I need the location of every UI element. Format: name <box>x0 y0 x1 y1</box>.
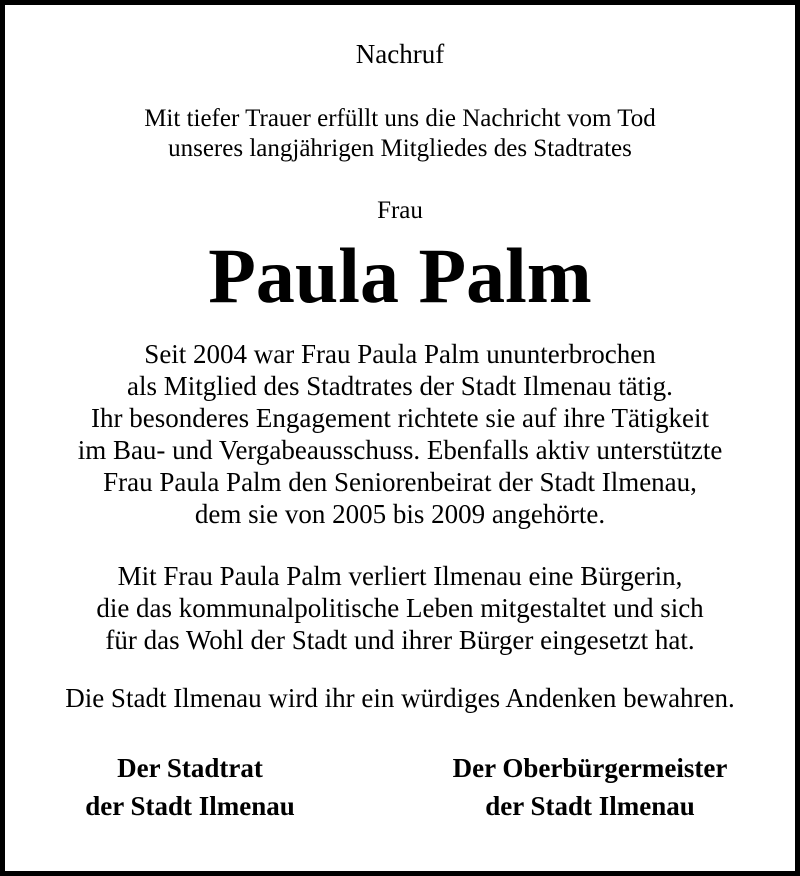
signature-right-line-2: der Stadt Ilmenau <box>485 791 695 821</box>
paragraph2-line-2: die das kommunalpolitische Leben mitgestaltet und sich <box>96 593 704 623</box>
paragraph1-line-1: Seit 2004 war Frau Paula Palm ununterbrochen <box>144 339 656 369</box>
paragraph1-line-4: im Bau- und Vergabeausschuss. Ebenfalls aktiv unterstützte <box>77 435 723 465</box>
paragraph2-line-1: Mit Frau Paula Palm verliert Ilmenau eine Bürgerin, <box>117 561 683 591</box>
paragraph2-line-3: für das Wohl der Stadt und ihrer Bürger eingesetzt hat. <box>105 625 695 655</box>
salutation: Frau <box>377 197 423 224</box>
intro-line-1: Mit tiefer Trauer erfüllt uns die Nachricht vom Tod <box>144 105 656 132</box>
signature-right-line-1: Der Oberbürgermeister <box>452 753 728 783</box>
closing-line: Die Stadt Ilmenau wird ihr ein würdiges Andenken bewahren. <box>65 683 735 713</box>
intro-line-2: unseres langjährigen Mitgliedes des Stadtrates <box>168 135 632 162</box>
paragraph1-line-6: dem sie von 2005 bis 2009 angehörte. <box>194 499 606 529</box>
signature-left <box>40 749 340 825</box>
signature-left-line-2: der Stadt Ilmenau <box>85 791 295 821</box>
signature-right <box>420 749 760 825</box>
paragraph1-line-3: Ihr besonderes Engagement richtete sie auf ihre Tätigkeit <box>90 403 709 433</box>
signature-left-line-1: Der Stadtrat <box>117 753 263 783</box>
paragraph1-line-2: als Mitglied des Stadtrates der Stadt Ilmenau tätig. <box>127 371 673 401</box>
notice-heading: Nachruf <box>355 39 445 69</box>
deceased-name: Paula Palm <box>208 232 592 319</box>
paragraph1-line-5: Frau Paula Palm den Seniorenbeirat der Stadt Ilmenau, <box>103 467 697 497</box>
